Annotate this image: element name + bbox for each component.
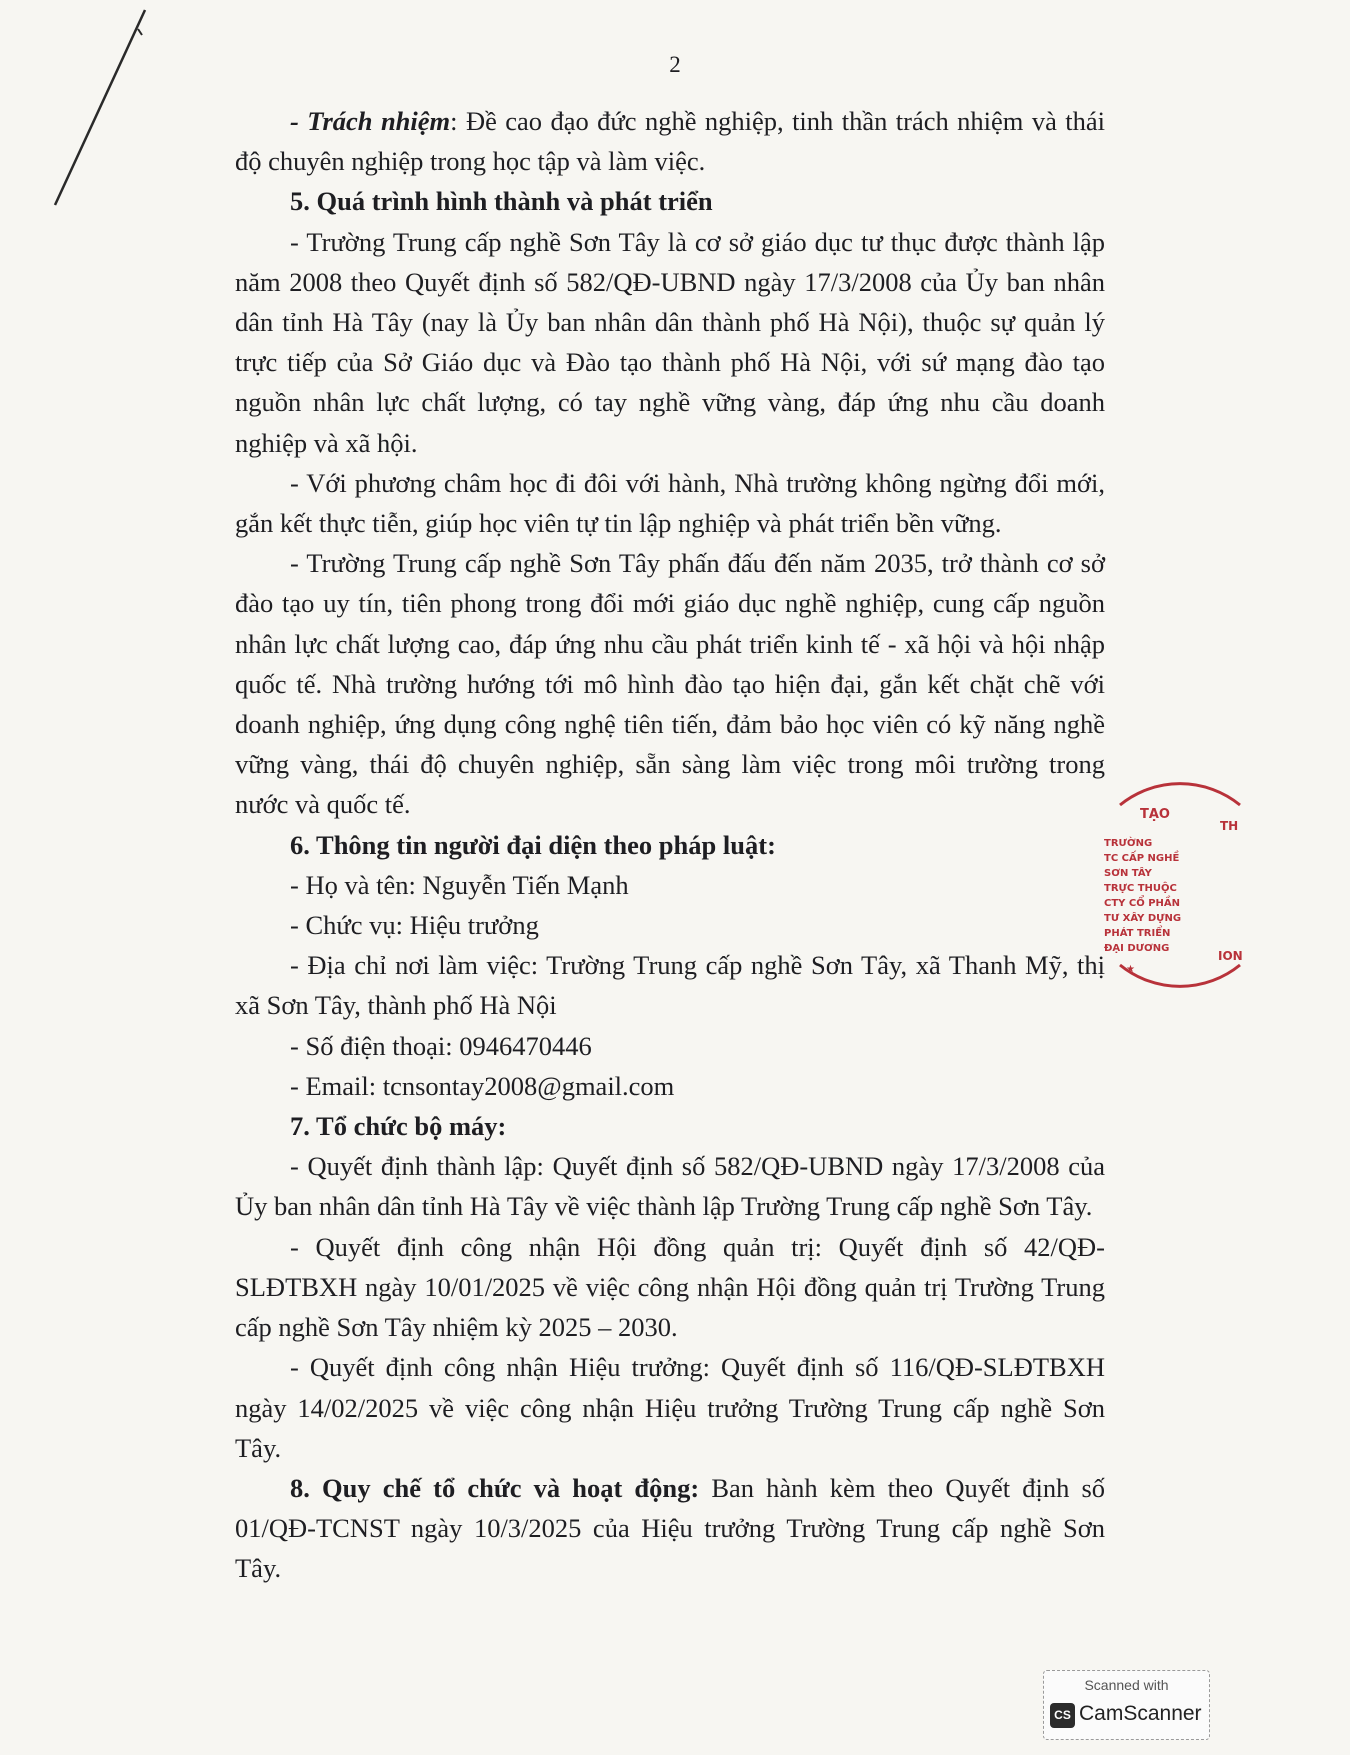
section-5-heading: 5. Quá trình hình thành và phát triển [290, 186, 713, 217]
section-8-paragraph [235, 1468, 1105, 1589]
representative-email: - Email: tcnsontay2008@gmail.com [290, 1070, 675, 1101]
section-7-heading: 7. Tổ chức bộ máy: [290, 1111, 507, 1142]
page-number: 2 [669, 52, 681, 77]
stamp-arc-right: TH [1220, 819, 1239, 833]
camscanner-logo-icon: CS [1050, 1703, 1075, 1728]
stamp-arc-top: TẠO [1140, 807, 1170, 822]
stamp-line: TRƯỜNG [1104, 838, 1153, 849]
red-seal-stamp [1100, 790, 1243, 980]
responsibility-paragraph [235, 101, 1105, 181]
representative-phone: - Số điện thoại: 0946470446 [290, 1030, 592, 1061]
stamp-line: TC CẤP NGHỀ [1104, 853, 1180, 864]
section-8-text: Ban hành kèm theo Quyết định số 01/QĐ-TCNST ngày 10/3/2025 của Hiệu trưởng Trường Trung cấp nghề Sơn Tây. [235, 1472, 1106, 1584]
representative-name: - Họ và tên: Nguyễn Tiến Mạnh [290, 869, 629, 900]
section-6-heading: 6. Thông tin người đại diện theo pháp luật: [290, 829, 776, 860]
representative-position: - Chức vụ: Hiệu trưởng [290, 910, 539, 941]
stamp-line: PHÁT TRIỂN [1104, 928, 1171, 939]
stamp-line: SƠN TÂY [1104, 868, 1152, 879]
section-8-label: 8. Quy chế tổ chức và hoạt động: [290, 1472, 700, 1503]
scan-mark-line [50, 5, 150, 215]
responsibility-text: : Đề cao đạo đức nghề nghiệp, tinh thần trách nhiệm và thái độ chuyên nghiệp trong học tập và làm việc. [235, 106, 1105, 177]
stamp-line: ĐẠI DƯƠNG [1104, 943, 1170, 954]
stamp-line: TRỰC THUỘC [1104, 883, 1177, 894]
section-7-paragraph-2: - Quyết định công nhận Hội đồng quản trị: Quyết định số 42/QĐ-SLĐTBXH ngày 10/01/2025 về việc công nhận Hội đồng quản trị Trường Trung cấp nghề Sơn Tây nhiệm kỳ 2025 – 2030. [235, 1231, 1105, 1343]
section-7-paragraph-3: - Quyết định công nhận Hiệu trưởng: Quyết định số 116/QĐ-SLĐTBXH ngày 14/02/2025 về việc công nhận Hiệu trưởng Trường Trung cấp nghề Sơn Tây. [235, 1352, 1105, 1463]
stamp-star-icon: ★ [1126, 964, 1135, 975]
stamp-arc-bottom: ION [1218, 949, 1243, 963]
stamp-line: CTY CỔ PHẦN [1104, 898, 1181, 909]
scanned-with-label: Scanned with [1084, 1677, 1169, 1693]
section-5-paragraph-1: - Trường Trung cấp nghề Sơn Tây là cơ sở giáo dục tư thục được thành lập năm 2008 theo Quyết định số 582/QĐ-UBND ngày 17/3/2008 của Ủy ban nhân dân tỉnh Hà Tây (nay là Ủy ban nhân dân thành phố Hà Nội), thuộc sự quản lý trực tiếp của Sở Giáo dục và Đào tạo thành phố Hà Nội, với sứ mạng đào tạo nguồn nhân lực chất lượng, có tay nghề vững vàng, đáp ứng nhu cầu doanh nghiệp và xã hội. [235, 226, 1105, 458]
camscanner-watermark [1043, 1670, 1210, 1740]
stamp-line: TƯ XÂY DỰNG [1104, 913, 1182, 924]
section-7-paragraph-1: - Quyết định thành lập: Quyết định số 582/QĐ-UBND ngày 17/3/2008 của Ủy ban nhân dân tỉnh Hà Tây về việc thành lập Trường Trung cấp nghề Sơn Tây. [235, 1151, 1105, 1222]
camscanner-brand: CamScanner [1079, 1702, 1202, 1725]
section-5-paragraph-3: - Trường Trung cấp nghề Sơn Tây phấn đấu đến năm 2035, trở thành cơ sở đào tạo uy tín, tiên phong trong đổi mới giáo dục nghề nghiệp, cung cấp nguồn nhân lực chất lượng cao, đáp ứng nhu cầu phát triển kinh tế - xã hội và hội nhập quốc tế. Nhà trường hướng tới mô hình đào tạo hiện đại, gắn kết chặt chẽ với doanh nghiệp, ứng dụng công nghệ tiên tiến, đảm bảo học viên có kỹ năng nghề vững vàng, thái độ chuyên nghiệp, sẵn sàng làm việc trong môi trường trong nước và quốc tế. [235, 548, 1105, 820]
representative-address: - Địa chỉ nơi làm việc: Trường Trung cấp nghề Sơn Tây, xã Thanh Mỹ, thị xã Sơn Tây, thành phố Hà Nội [235, 950, 1105, 1021]
responsibility-label: - Trách nhiệm [290, 106, 451, 136]
section-5-paragraph-2: - Với phương châm học đi đôi với hành, Nhà trường không ngừng đổi mới, gắn kết thực tiễn, giúp học viên tự tin lập nghiệp và phát triển bền vững. [235, 467, 1105, 539]
document-body [235, 101, 1105, 1589]
